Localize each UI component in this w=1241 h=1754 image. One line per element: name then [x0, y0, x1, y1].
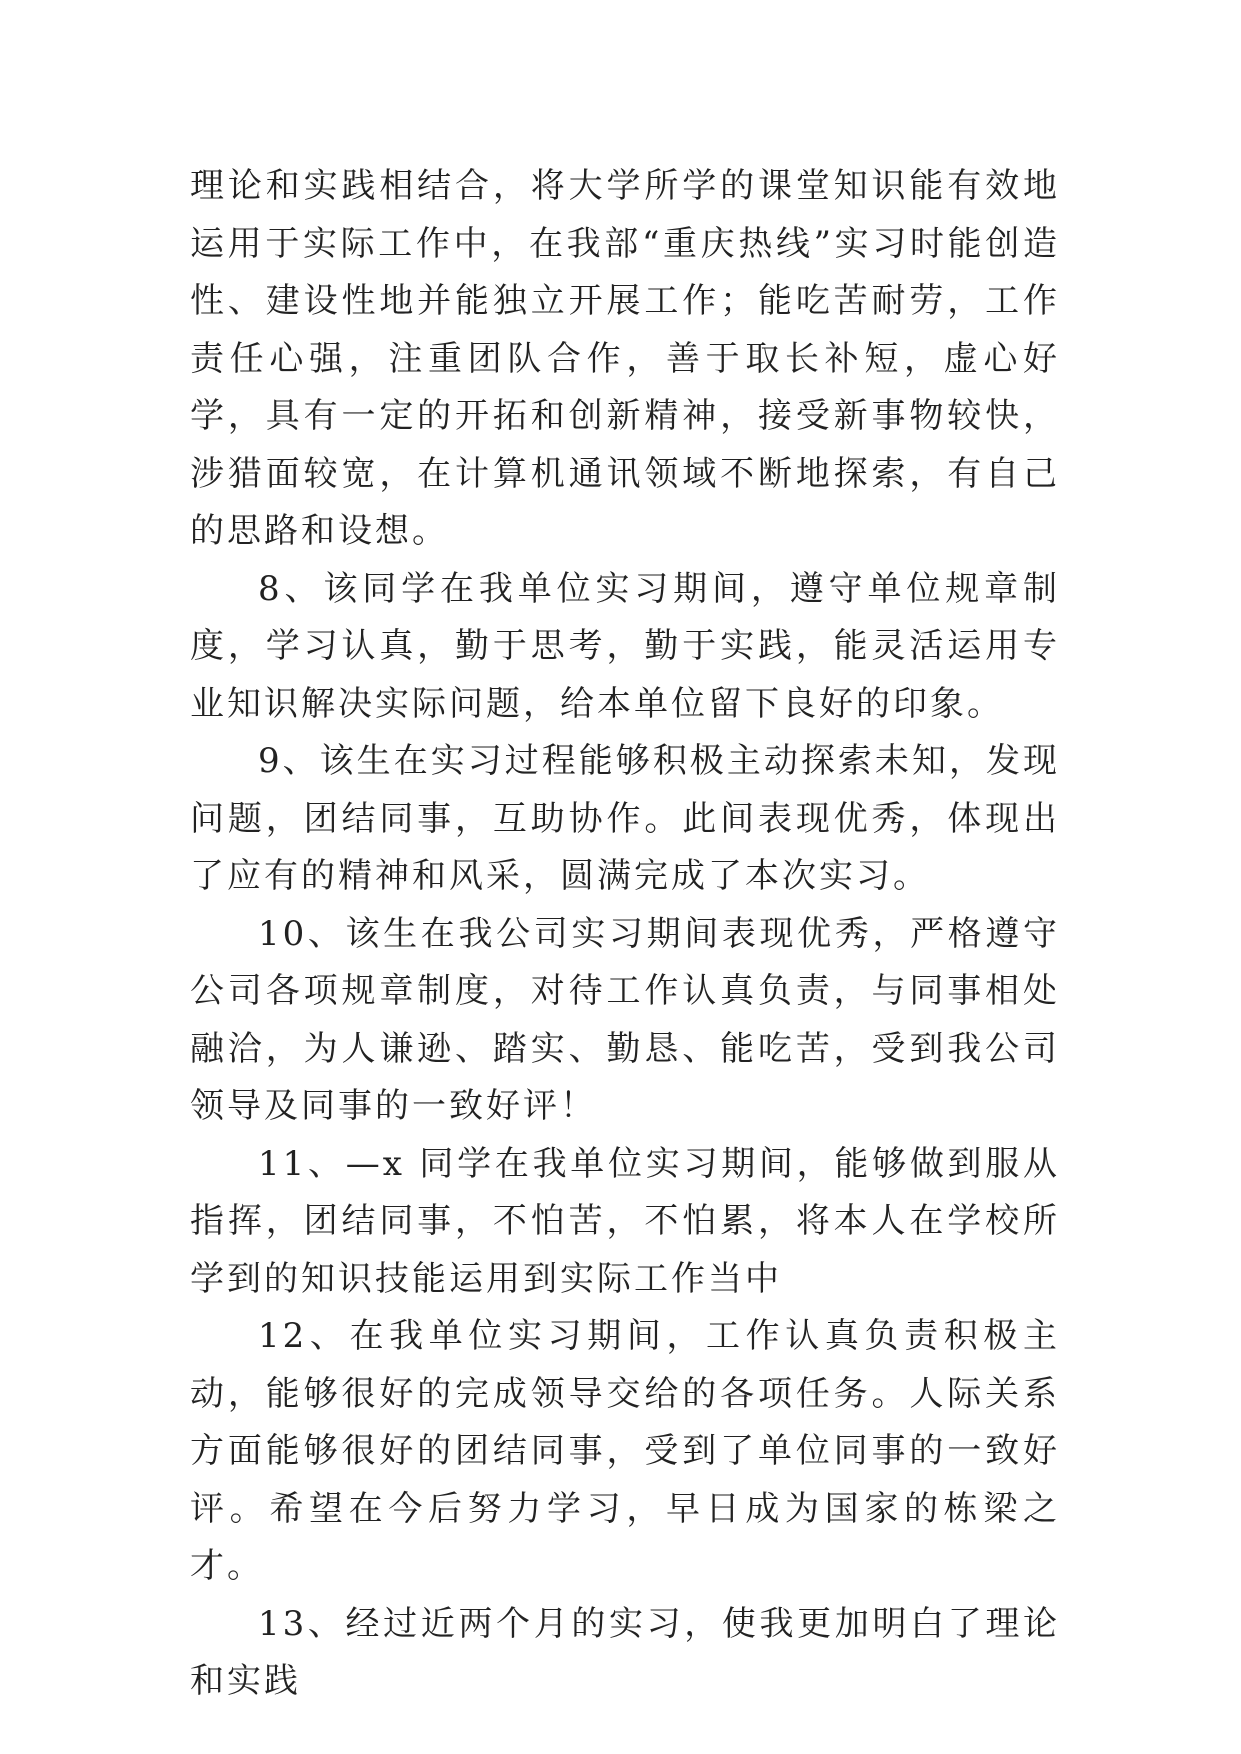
paragraph-item-8: 8、该同学在我单位实习期间，遵守单位规章制度，学习认真，勤于思考，勤于实践，能灵活运用专业知识解决实际问题，给本单位留下良好的印象。 [190, 568, 1060, 724]
paragraph-continuation: 理论和实践相结合，将大学所学的课堂知识能有效地运用于实际工作中，在我部“重庆热线”实习时能创造性、建设性地并能独立开展工作；能吃苦耐劳，工作责任心强，注重团队合作，善于取长补短，虚心好学，具有一定的开拓和创新精神，接受新事物较快，涉猎面较宽，在计算机通讯领域不断地探索，有自己的思路和设想。 [190, 166, 1060, 551]
paragraph-item-13: 13、经过近两个月的实习，使我更加明白了理论和实践 [190, 1603, 1060, 1701]
paragraph-item-10: 10、该生在我公司实习期间表现优秀，严格遵守公司各项规章制度，对待工作认真负责，与同事相处融洽，为人谦逊、踏实、勤恳、能吃苦，受到我公司领导及同事的一致好评！ [190, 913, 1060, 1126]
paragraph-item-12: 12、在我单位实习期间，工作认真负责积极主动，能够很好的完成领导交给的各项任务。人际关系方面能够很好的团结同事，受到了单位同事的一致好评。希望在今后努力学习，早日成为国家的栋梁之才。 [190, 1316, 1060, 1586]
document-body [190, 158, 1060, 1711]
paragraph-item-11: 11、—x 同学在我单位实习期间，能够做到服从指挥，团结同事，不怕苦，不怕累，将本人在学校所学到的知识技能运用到实际工作当中 [190, 1143, 1060, 1299]
paragraph-item-9: 9、该生在实习过程能够积极主动探索未知，发现问题，团结同事，互助协作。此间表现优秀，体现出了应有的精神和风采，圆满完成了本次实习。 [190, 741, 1060, 896]
